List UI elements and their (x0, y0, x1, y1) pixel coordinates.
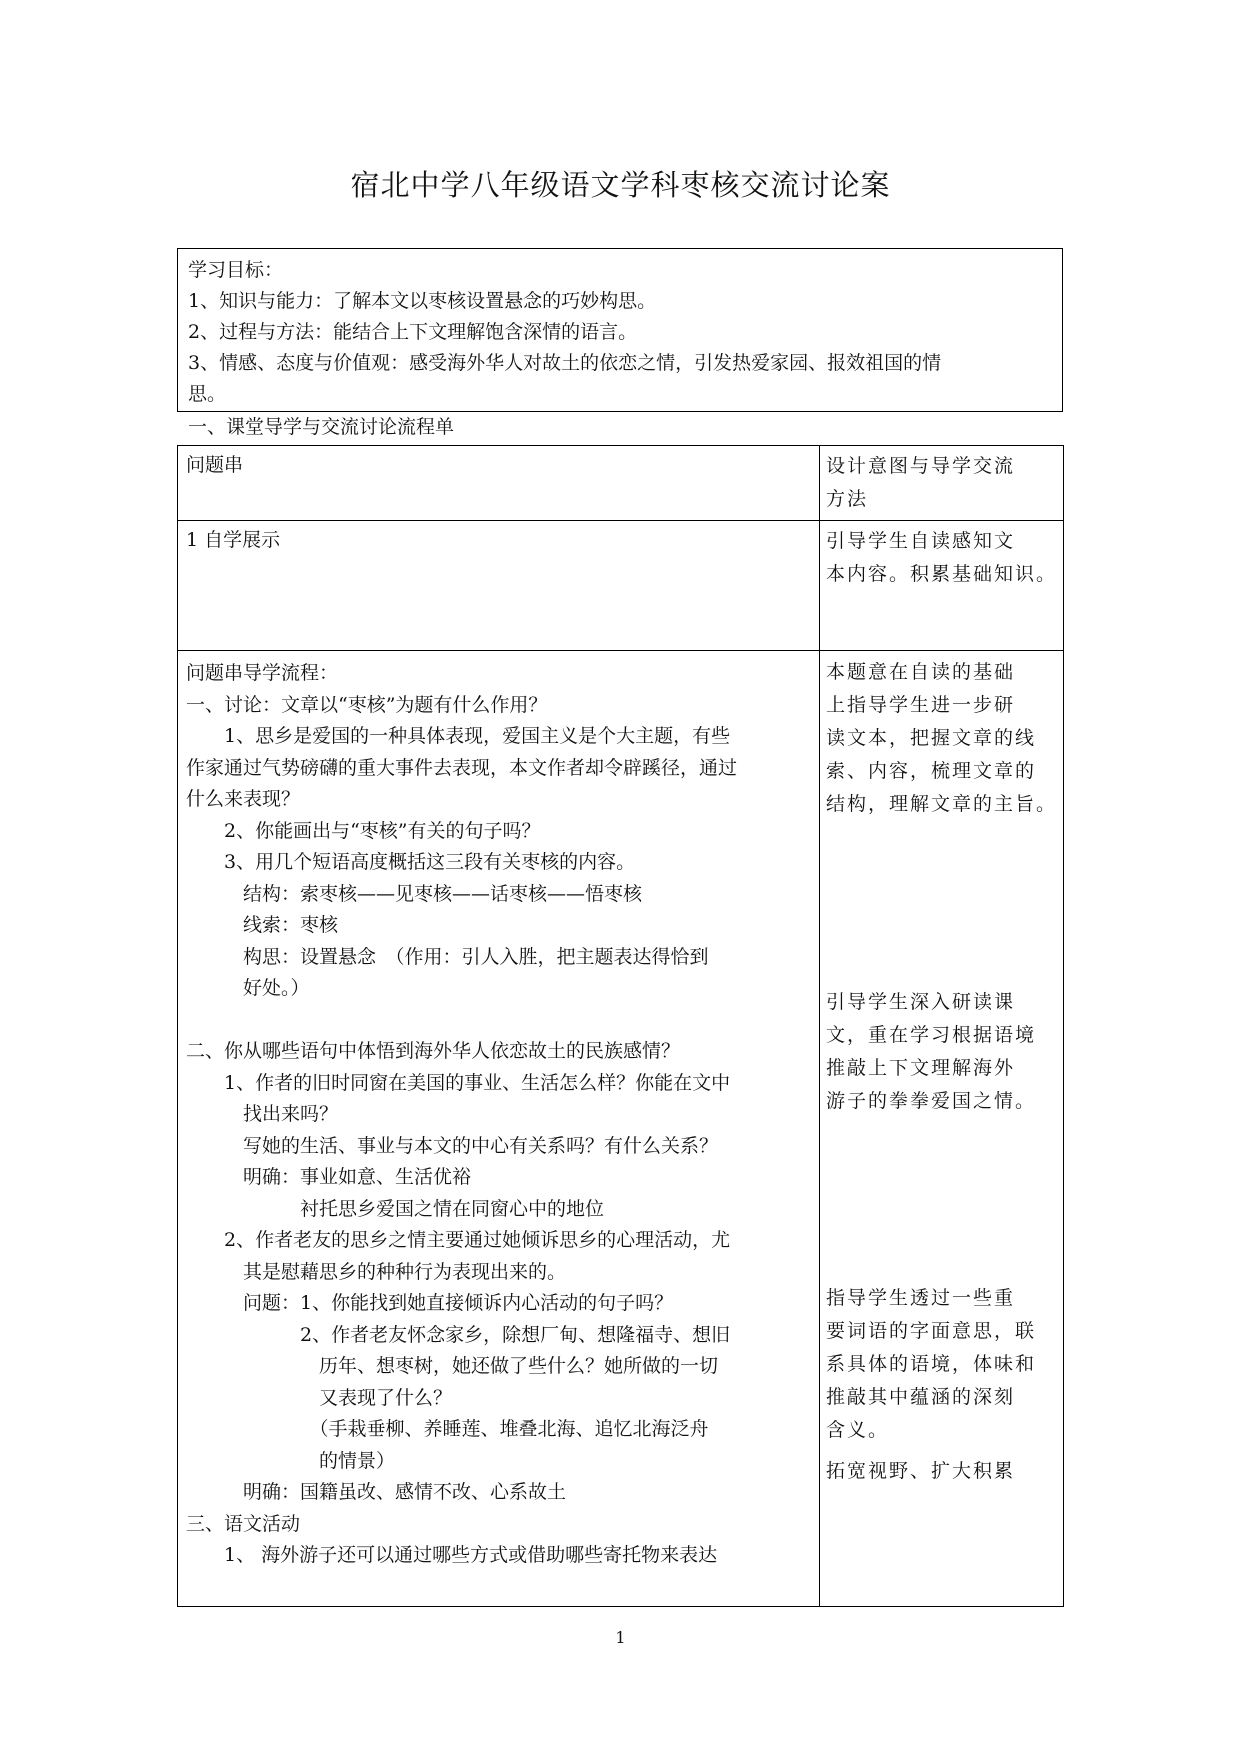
flow-line: 结构：索枣核——见枣核——话枣核——悟枣核 (186, 882, 643, 905)
flow-line (186, 1005, 811, 1037)
flow-line: 1、 海外游子还可以通过哪些方式或借助哪些寄托物来表达 (186, 1544, 718, 1566)
flow-line: 线索：枣核 (186, 914, 339, 936)
header-left: 问题串 (186, 454, 244, 476)
flow-line: 的情景） (186, 1449, 396, 1472)
flow-line: 1、作者的旧时同窗在美国的事业、生活怎么样？你能在文中 (186, 1071, 731, 1094)
flow-line: 二、你从哪些语句中体悟到海外华人依恋故土的民族感情？ (186, 1040, 681, 1062)
intent-line: 上指导学生进一步研 (825, 694, 1015, 716)
intent-block-3 (826, 1282, 1057, 1447)
flow-cell (178, 651, 820, 1607)
intent-line: 游子的拳拳爱国之情。 (825, 1090, 1036, 1112)
self-study-cell (178, 521, 820, 651)
intent-line: 读文本，把握文章的线 (825, 727, 1036, 749)
flow-line: 2、你能画出与“枣核”有关的句子吗？ (186, 819, 541, 842)
header-right-line: 方法 (825, 488, 868, 510)
intent-line: 系具体的语境，体味和 (825, 1353, 1036, 1375)
intent-line: 索、内容，梳理文章的 (825, 760, 1036, 782)
flow-line: 又表现了什么？ (186, 1386, 453, 1409)
flow-line: 其是慰藉思乡的种种行为表现出来的。 (186, 1260, 567, 1283)
intent-line: 本内容。积累基础知识。 (825, 563, 1057, 585)
intent-block-1 (826, 656, 1057, 821)
flow-line: 什么来表现？ (186, 788, 301, 810)
flow-line: 找出来吗？ (186, 1103, 339, 1125)
intent-line: 引导学生自读感知文 (825, 530, 1015, 552)
page-title: 宿北中学八年级语文学科枣核交流讨论案 (350, 168, 891, 202)
intent-line: 结构，理解文章的主旨。 (825, 793, 1057, 815)
learning-goals-box (177, 248, 1063, 412)
flow-line: 好处。） (186, 977, 310, 999)
table-row-flow (178, 651, 1064, 1607)
flow-line: 衬托思乡爱国之情在同窗心中的地位 (186, 1197, 605, 1220)
intent-block-4 (826, 1455, 1057, 1488)
intent-line: 指导学生透过一些重 (825, 1287, 1015, 1309)
flow-line: 写她的生活、事业与本文的中心有关系吗？有什么关系？ (186, 1134, 719, 1157)
goal-item: 3、情感、态度与价值观：感受海外华人对故土的依恋之情，引发热爱家园、报效祖国的情 (188, 352, 942, 374)
flow-line: 明确：国籍虽改、感情不改、心系故土 (186, 1481, 567, 1503)
page-number: 1 (615, 1628, 626, 1647)
goal-item: 思。 (188, 383, 227, 405)
flow-line: 1、思乡是爱国的一种具体表现，爱国主义是个大主题，有些 (186, 725, 731, 747)
flow-line: 一、讨论：文章以“枣核”为题有什么作用？ (186, 693, 548, 716)
flow-line: 问题串导学流程： (186, 662, 339, 684)
flow-line: 问题：1、你能找到她直接倾诉内心活动的句子吗？ (186, 1292, 674, 1314)
intent-line: 含义。 (825, 1419, 889, 1441)
flow-table (177, 445, 1064, 1607)
flow-line: 作家通过气势磅礴的重大事件去表现，本文作者却令辟蹊径，通过 (186, 756, 738, 779)
table-header-row (178, 446, 1064, 521)
intent-line: 本题意在自读的基础 (825, 661, 1015, 683)
intent-line: 引导学生深入研读课 (825, 991, 1015, 1013)
section-heading: 一、课堂导学与交流讨论流程单 (188, 416, 455, 438)
flow-line: 三、语文活动 (186, 1512, 301, 1535)
header-right-line: 设计意图与导学交流 (825, 455, 1015, 477)
flow-line: （手栽垂柳、养睡莲、堆叠北海、追忆北海泛舟 (186, 1418, 709, 1440)
goal-item: 1、知识与能力：了解本文以枣核设置悬念的巧妙构思。 (188, 290, 657, 312)
flow-line: 历年、想枣树，她还做了些什么？她所做的一切 (186, 1355, 719, 1377)
goals-heading: 学习目标： (188, 259, 284, 281)
goal-item: 2、过程与方法：能结合上下文理解饱含深情的语言。 (188, 321, 638, 343)
flow-line: 2、作者老友的思乡之情主要通过她倾诉思乡的心理活动，尤 (186, 1229, 731, 1251)
flow-line: 明确：事业如意、生活优裕 (186, 1166, 472, 1188)
flow-intent-cell (819, 651, 1063, 1607)
header-left-cell (178, 446, 820, 521)
intent-line: 文，重在学习根据语境 (825, 1024, 1036, 1046)
intent-line: 推敲上下文理解海外 (825, 1057, 1015, 1079)
intent-line: 推敲其中蕴涵的深刻 (825, 1386, 1015, 1408)
self-study-intent-cell (819, 521, 1063, 651)
table-row-self-study (178, 521, 1064, 651)
intent-block-2 (826, 986, 1057, 1118)
flow-line: 构思：设置悬念 （作用：引人入胜，把主题表达得恰到 (186, 945, 709, 968)
header-right-cell (819, 446, 1063, 521)
flow-line: 2、作者老友怀念家乡，除想厂甸、想隆福寺、想旧 (186, 1323, 731, 1346)
intent-line: 要词语的字面意思，联 (825, 1320, 1036, 1342)
flow-line: 3、用几个短语高度概括这三段有关枣核的内容。 (186, 851, 636, 873)
self-study-label: 1 自学展示 (186, 529, 281, 551)
intent-line: 拓宽视野、扩大积累 (825, 1460, 1015, 1482)
